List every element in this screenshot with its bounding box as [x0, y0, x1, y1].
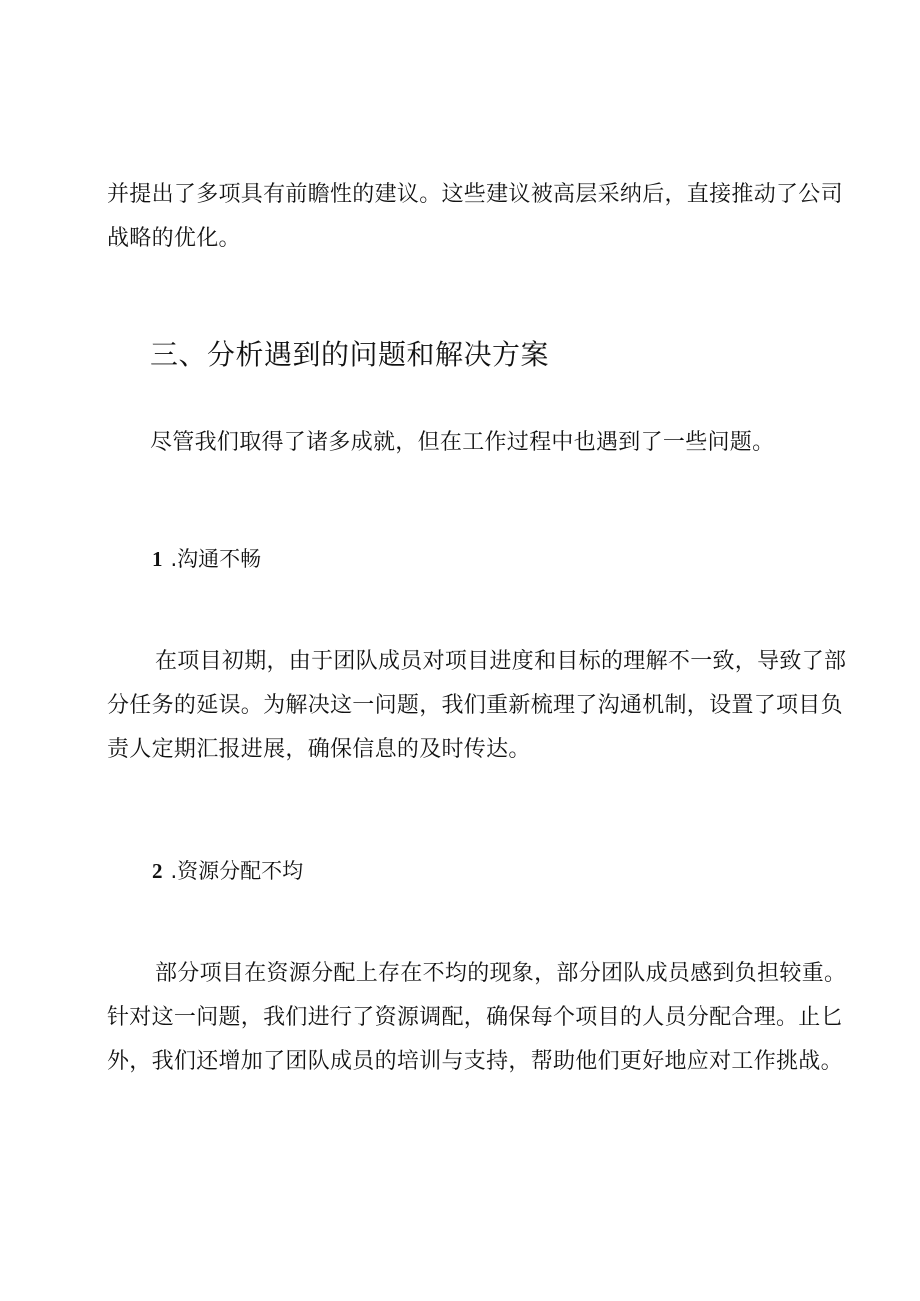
issue-2-heading: [152, 855, 303, 885]
text-line: 在项目初期，由于团队成员对项目进度和目标的理解不一致，导致了部: [155, 649, 847, 674]
text-line: 分任务的延误。为解决这一问题，我们重新梳理了沟通机制，设置了项目负: [107, 693, 843, 718]
text-line: 战略的优化。: [107, 226, 241, 251]
text-line: 针对这一问题，我们进行了资源调配，确保每个项目的人员分配合理。止匕: [107, 1005, 843, 1030]
text-line: 并提出了多项具有前瞻性的建议。这些建议被高层采纳后，直接推动了公司: [107, 182, 843, 207]
issue-2-paragraph: [107, 952, 847, 1084]
issue-1-heading: [152, 543, 261, 573]
text-line: 责人定期汇报进展，确保信息的及时传达。: [107, 737, 531, 762]
text-line: 外，我们还增加了团队成员的培训与支持，帮助他们更好地应对工作挑战。: [107, 1049, 843, 1074]
issue-1-paragraph: [107, 640, 847, 772]
issue-number: 2: [152, 859, 163, 883]
issue-title: .沟通不畅: [170, 547, 262, 571]
intro-paragraph: [107, 173, 843, 261]
section-intro-paragraph: [150, 421, 830, 465]
issue-title: .资源分配不均: [170, 859, 304, 883]
issue-number: 1: [152, 547, 163, 571]
text-line: 部分项目在资源分配上存在不均的现象，部分团队成员感到负担较重。: [155, 961, 847, 986]
text-line: 尽管我们取得了诸多成就，但在工作过程中也遇到了一些问题。: [150, 430, 775, 455]
section-heading: 三、分析遇到的问题和解决方案: [150, 338, 550, 371]
